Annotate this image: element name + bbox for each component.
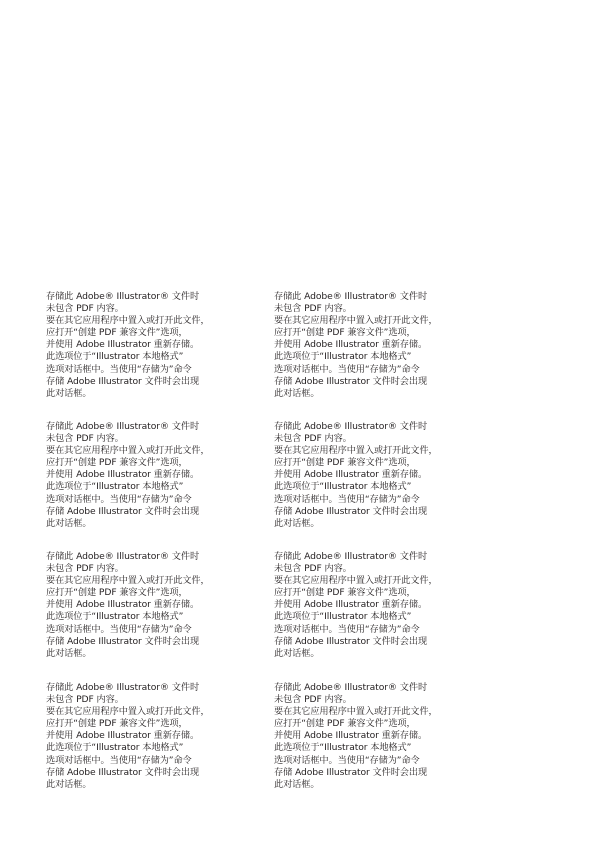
- notice-line: 要在其它应用程序中置入或打开此文件，: [274, 315, 438, 327]
- notice-line: 此对话框。: [274, 517, 320, 529]
- pdf-notice-block: [46, 421, 261, 530]
- notice-line: 选项对话框中。当使用“存储为”命令: [46, 623, 192, 635]
- notice-line: 此选项位于“Illustrator 本地格式”: [274, 742, 412, 754]
- notice-line: 要在其它应用程序中置入或打开此文件，: [46, 706, 210, 718]
- notice-line: 此选项位于“Illustrator 本地格式”: [46, 481, 184, 493]
- notice-line: 并使用 Adobe Illustrator 重新存储。: [274, 469, 428, 481]
- notice-line: 此选项位于“Illustrator 本地格式”: [274, 611, 412, 623]
- notice-line: 此选项位于“Illustrator 本地格式”: [46, 351, 184, 363]
- notice-line: 应打开“创建 PDF 兼容文件”选项，: [46, 718, 188, 730]
- notice-line: 并使用 Adobe Illustrator 重新存储。: [274, 599, 428, 611]
- notice-line: 此对话框。: [46, 778, 92, 790]
- notice-line: 此对话框。: [274, 647, 320, 659]
- notice-line: 存储此 Adobe® Illustrator® 文件时: [274, 421, 428, 432]
- notice-line: 要在其它应用程序中置入或打开此文件，: [274, 575, 438, 587]
- notice-line: 应打开“创建 PDF 兼容文件”选项，: [274, 587, 416, 599]
- notice-line: 此对话框。: [46, 647, 92, 659]
- notice-line: 选项对话框中。当使用“存储为”命令: [46, 363, 192, 375]
- notice-line: 并使用 Adobe Illustrator 重新存储。: [274, 339, 428, 351]
- notice-line: 此选项位于“Illustrator 本地格式”: [274, 351, 412, 363]
- notice-line: 应打开“创建 PDF 兼容文件”选项，: [274, 718, 416, 730]
- notice-line: 未包含 PDF 内容。: [46, 563, 124, 575]
- notice-line: 此对话框。: [46, 517, 92, 529]
- notice-line: 未包含 PDF 内容。: [274, 563, 352, 575]
- notice-line: 并使用 Adobe Illustrator 重新存储。: [274, 730, 428, 742]
- notice-line: 未包含 PDF 内容。: [46, 303, 124, 315]
- pdf-notice-block: [46, 682, 261, 791]
- notice-line: 存储 Adobe Illustrator 文件时会出现: [274, 375, 428, 387]
- notice-line: 要在其它应用程序中置入或打开此文件，: [274, 706, 438, 718]
- notice-line: 未包含 PDF 内容。: [46, 433, 124, 445]
- notice-line: 存储 Adobe Illustrator 文件时会出现: [46, 375, 200, 387]
- notice-line: 并使用 Adobe Illustrator 重新存储。: [46, 730, 200, 742]
- notice-line: 选项对话框中。当使用“存储为”命令: [46, 493, 192, 505]
- notice-line: 应打开“创建 PDF 兼容文件”选项，: [46, 457, 188, 469]
- notice-line: 选项对话框中。当使用“存储为”命令: [46, 754, 192, 766]
- notice-line: 未包含 PDF 内容。: [46, 694, 124, 706]
- notice-line: 存储此 Adobe® Illustrator® 文件时: [46, 682, 200, 693]
- notice-line: 未包含 PDF 内容。: [274, 694, 352, 706]
- notice-line: 此对话框。: [274, 387, 320, 399]
- notice-line: 存储此 Adobe® Illustrator® 文件时: [46, 421, 200, 432]
- notice-line: 并使用 Adobe Illustrator 重新存储。: [46, 469, 200, 481]
- notice-line: 并使用 Adobe Illustrator 重新存储。: [46, 339, 200, 351]
- notice-line: 要在其它应用程序中置入或打开此文件，: [274, 445, 438, 457]
- notice-line: 存储 Adobe Illustrator 文件时会出现: [46, 505, 200, 517]
- notice-line: 存储 Adobe Illustrator 文件时会出现: [46, 766, 200, 778]
- notice-line: 存储 Adobe Illustrator 文件时会出现: [274, 505, 428, 517]
- notice-line: 未包含 PDF 内容。: [274, 433, 352, 445]
- notice-line: 要在其它应用程序中置入或打开此文件，: [46, 445, 210, 457]
- pdf-notice-block: [46, 291, 261, 400]
- notice-line: 存储 Adobe Illustrator 文件时会出现: [46, 635, 200, 647]
- notice-line: 存储此 Adobe® Illustrator® 文件时: [46, 291, 200, 302]
- notice-line: 要在其它应用程序中置入或打开此文件，: [46, 575, 210, 587]
- notice-line: 选项对话框中。当使用“存储为”命令: [274, 623, 420, 635]
- notice-line: 未包含 PDF 内容。: [274, 303, 352, 315]
- notice-line: 应打开“创建 PDF 兼容文件”选项，: [46, 327, 188, 339]
- notice-line: 存储此 Adobe® Illustrator® 文件时: [274, 551, 428, 562]
- notice-line: 此对话框。: [274, 778, 320, 790]
- notice-line: 应打开“创建 PDF 兼容文件”选项，: [274, 457, 416, 469]
- notice-line: 存储此 Adobe® Illustrator® 文件时: [274, 682, 428, 693]
- pdf-notice-block: [274, 421, 489, 530]
- pdf-notice-block: [46, 551, 261, 660]
- notice-line: 选项对话框中。当使用“存储为”命令: [274, 363, 420, 375]
- notice-line: 要在其它应用程序中置入或打开此文件，: [46, 315, 210, 327]
- notice-line: 此选项位于“Illustrator 本地格式”: [46, 742, 184, 754]
- notice-line: 存储此 Adobe® Illustrator® 文件时: [274, 291, 428, 302]
- notice-line: 应打开“创建 PDF 兼容文件”选项，: [46, 587, 188, 599]
- notice-line: 选项对话框中。当使用“存储为”命令: [274, 754, 420, 766]
- notice-line: 此对话框。: [46, 387, 92, 399]
- notice-line: 应打开“创建 PDF 兼容文件”选项，: [274, 327, 416, 339]
- pdf-notice-block: [274, 682, 489, 791]
- notice-line: 存储此 Adobe® Illustrator® 文件时: [46, 551, 200, 562]
- notice-line: 此选项位于“Illustrator 本地格式”: [274, 481, 412, 493]
- notice-line: 此选项位于“Illustrator 本地格式”: [46, 611, 184, 623]
- pdf-notice-block: [274, 291, 489, 400]
- notice-line: 并使用 Adobe Illustrator 重新存储。: [46, 599, 200, 611]
- pdf-notice-block: [274, 551, 489, 660]
- notice-line: 存储 Adobe Illustrator 文件时会出现: [274, 635, 428, 647]
- notice-line: 选项对话框中。当使用“存储为”命令: [274, 493, 420, 505]
- notice-line: 存储 Adobe Illustrator 文件时会出现: [274, 766, 428, 778]
